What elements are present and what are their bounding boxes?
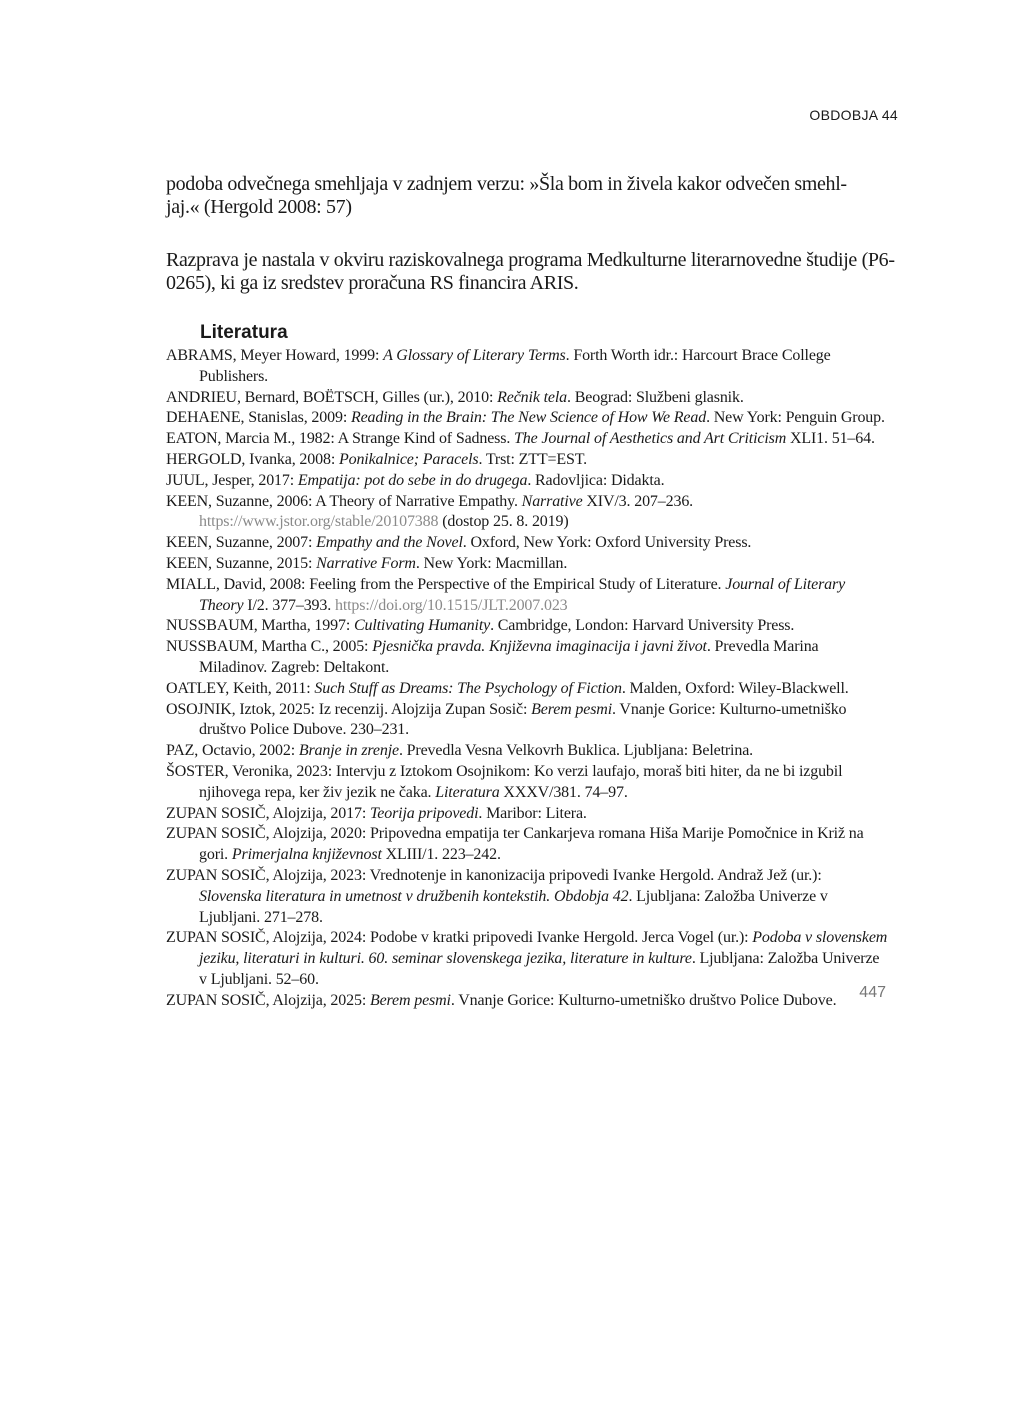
reference-entry: [166, 700, 888, 742]
reference-text: . Vnanje Gorice: Kulturno-umetniško društvo Police Dubove. 230–231.: [199, 700, 847, 739]
reference-text: EATON, Marcia M., 1982: A Strange Kind of Sadness.: [166, 430, 515, 448]
reference-entry: [166, 762, 888, 804]
reference-title: Such Stuff as Dreams: The Psychology of Fiction: [314, 679, 622, 697]
reference-entry: [166, 554, 888, 575]
reference-entry: [166, 804, 888, 825]
reference-entry: [166, 866, 888, 928]
reference-title: Berem pesmi: [369, 991, 451, 1009]
body-text: [166, 173, 895, 295]
reference-text: PAZ, Octavio, 2002:: [166, 742, 299, 760]
reference-text: I/2. 377–393.: [243, 596, 335, 614]
reference-entry: [166, 637, 888, 679]
reference-text: KEEN, Suzanne, 2007:: [166, 534, 317, 552]
reference-text: HERGOLD, Ivanka, 2008:: [166, 450, 339, 468]
reference-text: . Trst: ZTT=EST.: [478, 450, 588, 468]
reference-text: . Prevedla Marina Miladinov. Zagreb: Deltakont.: [199, 638, 819, 676]
reference-text: XLI1. 51–64.: [786, 430, 875, 448]
reference-entry: [166, 408, 888, 429]
reference-title: Narrative: [521, 492, 583, 510]
reference-text: ŠOSTER, Veronika, 2023: Intervju z Iztokom Osojnikom: Ko verzi laufajo, moraš biti hiter, da ne bi izgubil njihovega repa, ker živ jezik ne čaka.: [166, 762, 843, 801]
reference-text: KEEN, Suzanne, 2006: A Theory of Narrative Empathy.: [166, 492, 522, 510]
reference-entry: [166, 928, 888, 990]
reference-title: A Glossary of Literary Terms: [383, 347, 566, 364]
paragraph-funding: [166, 249, 895, 295]
reference-entry: [166, 346, 888, 388]
reference-text: . Maribor: Litera.: [478, 804, 587, 822]
reference-link[interactable]: https://doi.org/10.1515/JLT.2007.023: [334, 596, 568, 614]
reference-text: DEHAENE, Stanislas, 2009:: [166, 409, 351, 427]
reference-text: ANDRIEU, Bernard, BOËTSCH, Gilles (ur.), 2010:: [166, 388, 498, 406]
reference-link[interactable]: https://www.jstor.org/stable/20107388: [199, 513, 439, 531]
reference-text: (dostop 25. 8. 2019): [438, 513, 569, 531]
reference-text: . Cambridge, London: Harvard University Press.: [490, 617, 795, 635]
reference-text: XLIII/1. 223–242.: [381, 846, 501, 864]
reference-title: Reading in the Brain: The New Science of How We Read: [350, 409, 707, 427]
reference-title: Narrative Form: [316, 554, 416, 572]
reference-title: Slovenska literatura in umetnost v družbenih kontekstih. Obdobja 42: [199, 887, 629, 905]
reference-entry: [166, 533, 888, 554]
reference-text: XIV/3. 207–236.: [582, 492, 694, 510]
reference-entry: [166, 741, 888, 762]
reference-text: ZUPAN SOSIČ, Alojzija, 2025:: [166, 991, 370, 1009]
reference-text: OATLEY, Keith, 2011:: [166, 679, 315, 697]
reference-entry: [166, 991, 888, 1012]
reference-text: . Oxford, New York: Oxford University Press.: [462, 534, 752, 552]
reference-title: Primerjalna književnost: [231, 846, 382, 864]
reference-text: ZUPAN SOSIČ, Alojzija, 2023: Vrednotenje in kanonizacija pripovedi Ivanke Hergold. Andraž Jež (ur.):: [166, 866, 822, 884]
paragraph-quote: [166, 173, 890, 219]
reference-entry: [166, 429, 888, 450]
reference-entry: [166, 824, 888, 866]
reference-entry: [166, 388, 888, 409]
reference-text: JUUL, Jesper, 2017:: [166, 471, 298, 489]
reference-text: NUSSBAUM, Martha, 1997:: [166, 617, 354, 635]
reference-text: . Malden, Oxford: Wiley-Blackwell.: [621, 679, 849, 697]
reference-text: . New York: Penguin Group.: [706, 409, 885, 427]
reference-entry: [166, 450, 888, 471]
reference-entry: [166, 575, 888, 617]
text-line: podoba odvečnega smehljaja v zadnjem verzu: »Šla bom in živela kakor odvečen smehl-: [166, 173, 847, 195]
text-line: jaj.« (Hergold 2008: 57): [166, 196, 352, 218]
reference-text: . Vnanje Gorice: Kulturno-umetniško društvo Police Dubove.: [450, 991, 837, 1009]
reference-text: ABRAMS, Meyer Howard, 1999:: [166, 347, 384, 364]
reference-title: Pjesnička pravda. Književna imaginacija i javni život: [372, 638, 707, 656]
running-header: OBDOBJA 44: [809, 107, 898, 123]
reference-title: Journal of Literary Theory: [199, 575, 846, 614]
reference-title: Cultivating Humanity: [353, 617, 491, 635]
text-line: 0265), ki ga iz sredstev proračuna RS financira ARIS.: [166, 272, 579, 294]
reference-title: The Journal of Aesthetics and Art Criticism: [514, 430, 787, 448]
reference-text: ZUPAN SOSIČ, Alojzija, 2024: Podobe v kratki pripovedi Ivanke Hergold. Jerca Vogel (ur.):: [166, 929, 753, 947]
literature-heading: Literatura: [200, 322, 288, 343]
reference-entry: [166, 679, 888, 700]
reference-text: ZUPAN SOSIČ, Alojzija, 2017:: [166, 804, 370, 822]
reference-text: . Prevedla Vesna Velkovrh Buklica. Ljubljana: Beletrina.: [398, 742, 753, 760]
reference-text: . Ljubljana: Založba Univerze v Ljubljani. 52–60.: [199, 950, 880, 988]
reference-title: Ponikalnice; Paracels: [338, 450, 479, 468]
reference-title: Rečnik tela: [497, 388, 568, 406]
reference-entry: [166, 616, 888, 637]
page-number: 447: [859, 984, 886, 1001]
reference-text: MIALL, David, 2008: Feeling from the Perspective of the Empirical Study of Literature.: [166, 575, 726, 593]
reference-text: . Forth Worth idr.: Harcourt Brace College Publishers.: [199, 347, 831, 385]
text-line: Razprava je nastala v okviru raziskovalnega programa Medkulturne literarnovedne študije (P6-: [166, 249, 895, 271]
reference-entry: [166, 471, 888, 492]
reference-title: Empathy and the Novel: [316, 534, 463, 552]
reference-title: Berem pesmi: [531, 700, 612, 718]
reference-title: Branje in zrenje: [298, 742, 399, 760]
reference-text: . Beograd: Službeni glasnik.: [567, 388, 744, 406]
reference-text: . New York: Macmillan.: [415, 554, 568, 572]
reference-title: Podoba v slovenskem jeziku, literaturi in kulturi. 60. seminar slovenskega jezika, literature in kulture: [199, 929, 888, 968]
reference-title: Empatija: pot do sebe in do drugega: [297, 471, 528, 489]
reference-text: . Radovljica: Didakta.: [527, 471, 665, 489]
reference-text: XXXV/381. 74–97.: [499, 783, 628, 801]
reference-title: Literatura: [435, 783, 500, 801]
reference-entry: [166, 492, 888, 534]
reference-list: [166, 346, 888, 1012]
reference-text: OSOJNIK, Iztok, 2025: Iz recenzij. Alojzija Zupan Sosič:: [166, 700, 532, 718]
reference-text: ZUPAN SOSIČ, Alojzija, 2020: Pripovedna empatija ter Cankarjeva romana Hiša Marije Pomočnice in Križ na gori.: [166, 825, 864, 864]
reference-text: NUSSBAUM, Martha C., 2005:: [166, 638, 373, 656]
reference-title: Teorija pripovedi: [369, 804, 479, 822]
reference-text: KEEN, Suzanne, 2015:: [166, 554, 317, 572]
reference-text: . Ljubljana: Založba Univerze v Ljubljani. 271–278.: [199, 887, 828, 926]
